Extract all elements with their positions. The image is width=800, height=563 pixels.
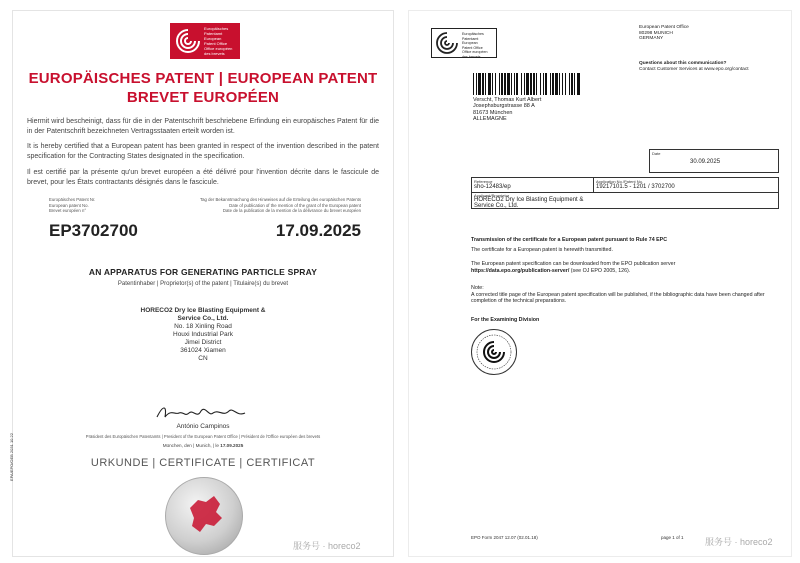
proprietor-address: HORECO2 Dry Ice Blasting Equipment & Service Co., Ltd. No. 18 Xinling Road Houxi Industrial Park Jimei District 361024 Xiamen CN: [140, 307, 266, 362]
note-block: Note: A corrected title page of the European patent specification will be published, if the bibliographic data have been changed after completion of the technical preparations.: [471, 285, 765, 305]
date-value: 30.09.2025: [690, 159, 721, 165]
application-label: Application No./Patent No.: [596, 179, 643, 184]
proprietor-label: Patentinhaber | Proprietor(s) of the patent | Titulaire(s) du brevet: [117, 281, 289, 287]
patent-number: EP3702700: [49, 221, 138, 240]
stamp-swirl-icon: [472, 330, 516, 374]
signer-name: António Campinos: [176, 423, 230, 430]
examining-division: For the Examining Division: [471, 317, 540, 323]
signature: [153, 401, 253, 423]
epo-swirl-icon: [435, 31, 459, 55]
paragraph-de: Hiermit wird bescheinigt, dass für die in der Patentschrift beschriebene Erfindung ein europäisches Patent für die in der Patentschrift bezeichneten Vertragsstaaten erteilt worden ist.: [27, 118, 379, 135]
epo-logo: [170, 23, 240, 59]
logo-text: Europäisches Patentamt European Patent Office Office européen des brevets: [204, 26, 233, 56]
letter-body-2: The European patent specification can be downloaded from the EPO publication server https://data.epo.org/publication-server/ (see OJ EPO 2005, 126).: [471, 261, 676, 274]
certificate-title: EUROPÄISCHES PATENT | EUROPEAN PATENT BREVET EUROPÉEN: [28, 70, 378, 106]
watermark-left: 服务号 · horeco2: [293, 541, 361, 551]
epo-swirl-icon: [174, 27, 202, 55]
watermark-right: 服务号 · horeco2: [705, 537, 773, 547]
epo-stamp-icon: [471, 329, 517, 375]
place-date-line: München, den | Munich, | le 17.09.2025: [162, 443, 244, 448]
europe-seal-icon: [165, 477, 243, 555]
letter-body-1: The certificate for a European patent is herewith transmitted.: [471, 247, 613, 253]
transmittal-letter: [408, 10, 792, 557]
form-code: EPO Form 2047 12.07 (02.01.18): [471, 535, 538, 540]
grant-date: 17.09.2025: [275, 221, 361, 240]
page-indicator: page 1 of 1: [661, 535, 684, 540]
paragraph-en: It is hereby certified that a European patent has been granted in respect of the invention described in the patent specification for the Contracting States designated in the specification.: [27, 143, 379, 160]
addressee: Verscht, Thomas Kurt Albert Josephsburgstrasse 88 A 81673 München ALLEMAGNE: [473, 97, 542, 123]
signature-scribble-icon: [153, 401, 253, 423]
barcode-icon: [473, 73, 583, 95]
reference-box: [471, 177, 779, 209]
letter-subject: Transmission of the certificate for a European patent pursuant to Rule 74 EPC: [471, 237, 668, 243]
applicant-value: HORECO2 Dry Ice Blasting Equipment & Service Co., Ltd.: [474, 197, 584, 209]
europe-map-icon: [166, 478, 242, 554]
application-value: 19217101.5 - 1201 / 3702700: [596, 184, 675, 190]
date-box: [649, 149, 779, 173]
publication-server-link[interactable]: https://data.epo.org/publication-server/: [471, 267, 570, 274]
reference-label: Reference: [474, 179, 493, 184]
reference-value: sho-12483/ep: [474, 184, 511, 190]
certificate-trilingual-line: URKUNDE | CERTIFICATE | CERTIFICAT: [90, 457, 316, 469]
patent-certificate: [9, 10, 394, 557]
president-line: Präsident des Europäischen Patentamts | President of the European Patent Office | Président de l'Office européen des brevets: [85, 434, 321, 439]
applicant-label: Applicant/Proprietor: [474, 193, 510, 198]
invention-title: AN APPARATUS FOR GENERATING PARTICLE SPRAY: [88, 267, 318, 277]
office-address: European Patent Office 80298 MUNICH GERMANY: [639, 25, 689, 42]
date-label: Date: [652, 151, 661, 156]
paragraph-fr: Il est certifié par la présente qu'un brevet européen a été délivré pour l'invention décrite dans le fascicule de brevet, pour les États contractants désignés dans le fascicule.: [27, 169, 379, 186]
patent-number-labels: Europäisches Patent Nr. European patent No. Brevet européen n°: [49, 197, 96, 214]
logo-text: Europäisches Patentamt European Patent Office Office européen des brevets: [462, 32, 488, 59]
form-side-code: EPA/EPO/OEB 2031 10.22: [9, 433, 14, 481]
contact-info: Questions about this communication? Contact Customer Services at www.epo.org/contact: [639, 61, 749, 72]
epo-logo-mono: [431, 28, 497, 58]
grant-date-labels: Tag der Bekanntmachung des Hinweises auf die Erteilung des europäischen Patents Date of publication of the mention of the grant of the European patent Date de la publication de la mention de la délivrance du brevet européen: [200, 197, 361, 214]
